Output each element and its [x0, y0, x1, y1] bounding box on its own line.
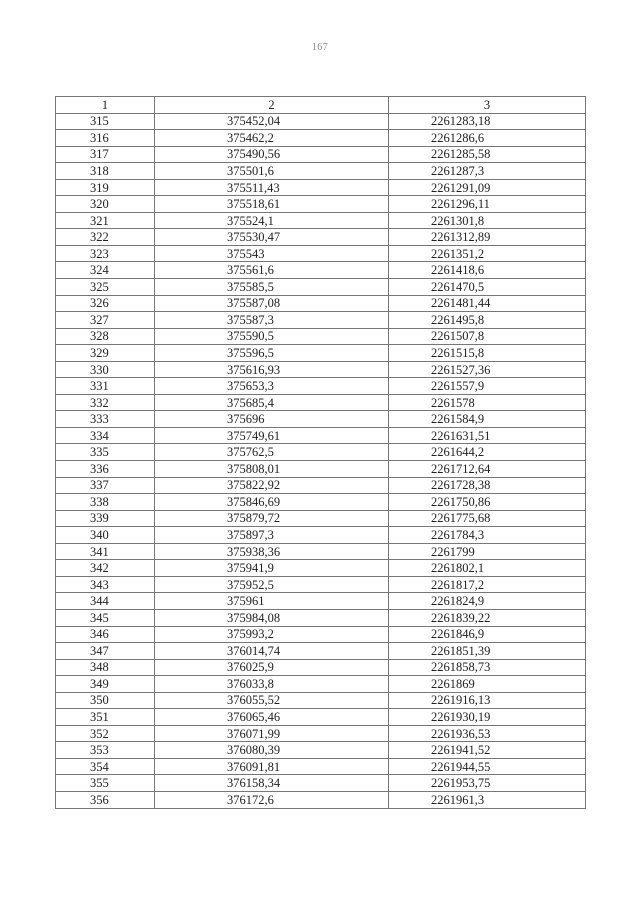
table-row — [56, 758, 586, 775]
table-row — [56, 676, 586, 693]
table-row — [56, 427, 586, 444]
x-coordinate-cell: 376065,46 — [155, 709, 389, 726]
point-number-cell: 349 — [56, 676, 155, 693]
header-row — [56, 97, 586, 114]
point-number-cell: 317 — [56, 146, 155, 163]
x-coordinate-cell: 375938,36 — [155, 543, 389, 560]
y-coordinate-cell: 2261291,09 — [389, 179, 586, 196]
y-coordinate-cell: 2261301,8 — [389, 212, 586, 229]
point-number-cell: 315 — [56, 113, 155, 130]
point-number-cell: 353 — [56, 742, 155, 759]
x-coordinate-cell: 375762,5 — [155, 444, 389, 461]
x-coordinate-cell: 376091,81 — [155, 758, 389, 775]
table-row — [56, 229, 586, 246]
table-row — [56, 477, 586, 494]
table-row — [56, 245, 586, 262]
point-number-cell: 344 — [56, 593, 155, 610]
y-coordinate-cell: 2261351,2 — [389, 245, 586, 262]
page-number: 167 — [311, 42, 329, 53]
x-coordinate-cell: 375590,5 — [155, 328, 389, 345]
point-number-cell: 355 — [56, 775, 155, 792]
point-number-cell: 339 — [56, 510, 155, 527]
x-coordinate-cell: 376033,8 — [155, 676, 389, 693]
x-coordinate-cell: 375696 — [155, 411, 389, 428]
y-coordinate-cell: 2261286,6 — [389, 130, 586, 147]
x-coordinate-cell: 376071,99 — [155, 725, 389, 742]
table-row — [56, 543, 586, 560]
point-number-cell: 318 — [56, 163, 155, 180]
table-row — [56, 394, 586, 411]
table-row — [56, 130, 586, 147]
point-number-cell: 340 — [56, 527, 155, 544]
table-row — [56, 411, 586, 428]
table-row — [56, 345, 586, 362]
table-row — [56, 163, 586, 180]
x-coordinate-cell: 375511,43 — [155, 179, 389, 196]
y-coordinate-cell: 2261961,3 — [389, 791, 586, 808]
table-row — [56, 626, 586, 643]
x-coordinate-cell: 375530,47 — [155, 229, 389, 246]
x-coordinate-cell: 375587,08 — [155, 295, 389, 312]
y-coordinate-cell: 2261941,52 — [389, 742, 586, 759]
y-coordinate-cell: 2261784,3 — [389, 527, 586, 544]
x-coordinate-cell: 375490,56 — [155, 146, 389, 163]
table-row — [56, 146, 586, 163]
x-coordinate-cell: 375941,9 — [155, 560, 389, 577]
table-row — [56, 295, 586, 312]
point-number-cell: 347 — [56, 643, 155, 660]
y-coordinate-cell: 2261312,89 — [389, 229, 586, 246]
x-coordinate-cell: 376014,74 — [155, 643, 389, 660]
point-number-cell: 354 — [56, 758, 155, 775]
y-coordinate-cell: 2261936,53 — [389, 725, 586, 742]
point-number-cell: 346 — [56, 626, 155, 643]
table-row — [56, 179, 586, 196]
x-coordinate-cell: 375616,93 — [155, 361, 389, 378]
x-coordinate-cell: 375897,3 — [155, 527, 389, 544]
x-coordinate-cell: 376055,52 — [155, 692, 389, 709]
y-coordinate-cell: 2261839,22 — [389, 609, 586, 626]
x-coordinate-cell: 375462,2 — [155, 130, 389, 147]
table-row — [56, 361, 586, 378]
table-row — [56, 775, 586, 792]
y-coordinate-cell: 2261858,73 — [389, 659, 586, 676]
x-coordinate-cell: 375961 — [155, 593, 389, 610]
x-coordinate-cell: 375749,61 — [155, 427, 389, 444]
point-number-cell: 316 — [56, 130, 155, 147]
table-row — [56, 312, 586, 329]
point-number-cell: 319 — [56, 179, 155, 196]
y-coordinate-cell: 2261817,2 — [389, 576, 586, 593]
point-number-cell: 320 — [56, 196, 155, 213]
y-coordinate-cell: 2261578 — [389, 394, 586, 411]
y-coordinate-cell: 2261930,19 — [389, 709, 586, 726]
y-coordinate-cell: 2261802,1 — [389, 560, 586, 577]
point-number-cell: 331 — [56, 378, 155, 395]
y-coordinate-cell: 2261296,11 — [389, 196, 586, 213]
y-coordinate-cell: 2261631,51 — [389, 427, 586, 444]
table-row — [56, 262, 586, 279]
x-coordinate-cell: 375585,5 — [155, 279, 389, 296]
x-coordinate-cell: 375653,3 — [155, 378, 389, 395]
column-header-3: 3 — [389, 97, 586, 114]
point-number-cell: 328 — [56, 328, 155, 345]
point-number-cell: 330 — [56, 361, 155, 378]
x-coordinate-cell: 375561,6 — [155, 262, 389, 279]
x-coordinate-cell: 376025,9 — [155, 659, 389, 676]
y-coordinate-cell: 2261287,3 — [389, 163, 586, 180]
coordinates-table — [55, 96, 586, 809]
point-number-cell: 341 — [56, 543, 155, 560]
y-coordinate-cell: 2261285,58 — [389, 146, 586, 163]
x-coordinate-cell: 375879,72 — [155, 510, 389, 527]
x-coordinate-cell: 376158,34 — [155, 775, 389, 792]
y-coordinate-cell: 2261283,18 — [389, 113, 586, 130]
table-row — [56, 279, 586, 296]
y-coordinate-cell: 2261481,44 — [389, 295, 586, 312]
table-row — [56, 659, 586, 676]
point-number-cell: 356 — [56, 791, 155, 808]
point-number-cell: 321 — [56, 212, 155, 229]
point-number-cell: 329 — [56, 345, 155, 362]
y-coordinate-cell: 2261495,8 — [389, 312, 586, 329]
point-number-cell: 325 — [56, 279, 155, 296]
table-row — [56, 725, 586, 742]
x-coordinate-cell: 376172,6 — [155, 791, 389, 808]
x-coordinate-cell: 375808,01 — [155, 461, 389, 478]
table-row — [56, 560, 586, 577]
table-row — [56, 510, 586, 527]
y-coordinate-cell: 2261869 — [389, 676, 586, 693]
x-coordinate-cell: 375952,5 — [155, 576, 389, 593]
x-coordinate-cell: 375596,5 — [155, 345, 389, 362]
x-coordinate-cell: 375822,92 — [155, 477, 389, 494]
point-number-cell: 335 — [56, 444, 155, 461]
column-header-1: 1 — [56, 97, 155, 114]
y-coordinate-cell: 2261515,8 — [389, 345, 586, 362]
x-coordinate-cell: 375846,69 — [155, 494, 389, 511]
y-coordinate-cell: 2261775,68 — [389, 510, 586, 527]
x-coordinate-cell: 375452,04 — [155, 113, 389, 130]
table-row — [56, 378, 586, 395]
table-row — [56, 709, 586, 726]
column-header-2: 2 — [155, 97, 389, 114]
point-number-cell: 334 — [56, 427, 155, 444]
x-coordinate-cell: 376080,39 — [155, 742, 389, 759]
y-coordinate-cell: 2261557,9 — [389, 378, 586, 395]
y-coordinate-cell: 2261527,36 — [389, 361, 586, 378]
table-row — [56, 113, 586, 130]
point-number-cell: 333 — [56, 411, 155, 428]
table-row — [56, 791, 586, 808]
table-row — [56, 609, 586, 626]
point-number-cell: 338 — [56, 494, 155, 511]
point-number-cell: 337 — [56, 477, 155, 494]
y-coordinate-cell: 2261953,75 — [389, 775, 586, 792]
point-number-cell: 343 — [56, 576, 155, 593]
y-coordinate-cell: 2261916,13 — [389, 692, 586, 709]
point-number-cell: 345 — [56, 609, 155, 626]
y-coordinate-cell: 2261728,38 — [389, 477, 586, 494]
point-number-cell: 323 — [56, 245, 155, 262]
x-coordinate-cell: 375524,1 — [155, 212, 389, 229]
point-number-cell: 324 — [56, 262, 155, 279]
y-coordinate-cell: 2261507,8 — [389, 328, 586, 345]
table-row — [56, 328, 586, 345]
x-coordinate-cell: 375543 — [155, 245, 389, 262]
table-row — [56, 494, 586, 511]
table-body — [56, 113, 586, 808]
y-coordinate-cell: 2261418,6 — [389, 262, 586, 279]
point-number-cell: 332 — [56, 394, 155, 411]
y-coordinate-cell: 2261584,9 — [389, 411, 586, 428]
point-number-cell: 348 — [56, 659, 155, 676]
table-row — [56, 742, 586, 759]
y-coordinate-cell: 2261824,9 — [389, 593, 586, 610]
y-coordinate-cell: 2261712,64 — [389, 461, 586, 478]
point-number-cell: 352 — [56, 725, 155, 742]
table-row — [56, 444, 586, 461]
y-coordinate-cell: 2261470,5 — [389, 279, 586, 296]
point-number-cell: 326 — [56, 295, 155, 312]
x-coordinate-cell: 375993,2 — [155, 626, 389, 643]
table-row — [56, 527, 586, 544]
table-row — [56, 576, 586, 593]
point-number-cell: 350 — [56, 692, 155, 709]
y-coordinate-cell: 2261750,86 — [389, 494, 586, 511]
point-number-cell: 322 — [56, 229, 155, 246]
x-coordinate-cell: 375518,61 — [155, 196, 389, 213]
point-number-cell: 327 — [56, 312, 155, 329]
point-number-cell: 342 — [56, 560, 155, 577]
y-coordinate-cell: 2261644,2 — [389, 444, 586, 461]
y-coordinate-cell: 2261851,39 — [389, 643, 586, 660]
table-row — [56, 593, 586, 610]
x-coordinate-cell: 375501,6 — [155, 163, 389, 180]
x-coordinate-cell: 375984,08 — [155, 609, 389, 626]
y-coordinate-cell: 2261799 — [389, 543, 586, 560]
table-row — [56, 461, 586, 478]
y-coordinate-cell: 2261846,9 — [389, 626, 586, 643]
x-coordinate-cell: 375587,3 — [155, 312, 389, 329]
table-row — [56, 212, 586, 229]
table-row — [56, 643, 586, 660]
y-coordinate-cell: 2261944,55 — [389, 758, 586, 775]
table-row — [56, 692, 586, 709]
x-coordinate-cell: 375685,4 — [155, 394, 389, 411]
table-row — [56, 196, 586, 213]
point-number-cell: 336 — [56, 461, 155, 478]
point-number-cell: 351 — [56, 709, 155, 726]
